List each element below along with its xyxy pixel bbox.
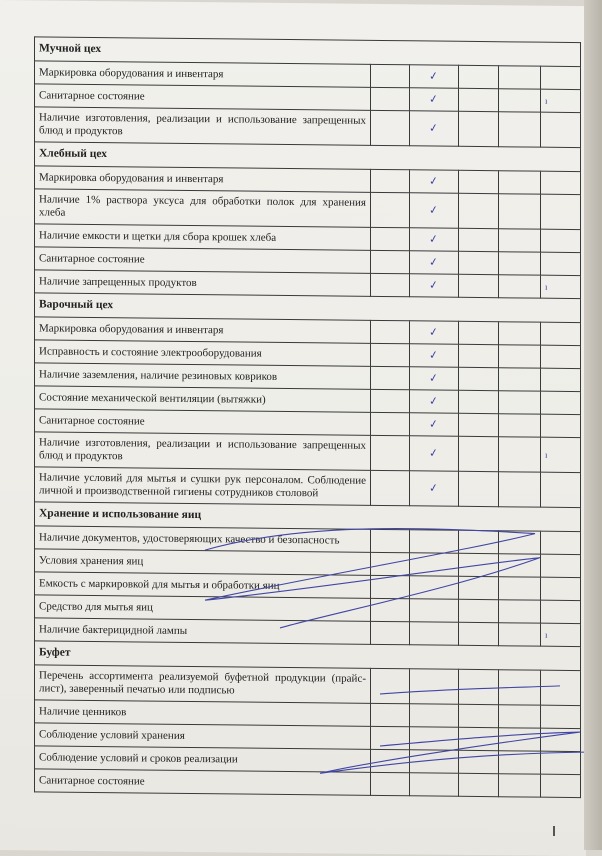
checklist-cell[interactable] bbox=[410, 576, 459, 600]
checklist-cell[interactable] bbox=[371, 749, 410, 772]
criterion-text: Маркировка оборудования и инвентаря bbox=[35, 166, 371, 193]
checklist-cell[interactable] bbox=[541, 670, 581, 705]
checklist-cell[interactable] bbox=[459, 727, 499, 750]
checklist-cell[interactable] bbox=[371, 320, 410, 343]
checklist-cell[interactable] bbox=[459, 367, 499, 390]
criterion-text: Наличие запрещенных продуктов bbox=[35, 270, 371, 297]
checklist-cell[interactable] bbox=[499, 345, 541, 368]
check-mark-icon: ✓ bbox=[428, 417, 440, 432]
checklist-cell[interactable] bbox=[371, 389, 410, 412]
small-pen-mark-icon: ı bbox=[545, 629, 548, 640]
checklist-cell[interactable] bbox=[499, 751, 541, 774]
check-mark-icon: ✓ bbox=[428, 69, 440, 84]
check-mark-icon: ✓ bbox=[428, 255, 440, 270]
checklist-cell[interactable] bbox=[410, 704, 459, 728]
check-mark-icon: ✓ bbox=[428, 203, 440, 218]
checklist-cell[interactable] bbox=[499, 171, 541, 194]
checklist-cell[interactable] bbox=[499, 229, 541, 252]
checklist-cell[interactable] bbox=[459, 193, 499, 228]
check-mark-icon: ✓ bbox=[428, 121, 440, 136]
criterion-text: Маркировка оборудования и инвентаря bbox=[35, 61, 371, 88]
checklist-cell[interactable] bbox=[410, 111, 459, 147]
checklist-cell[interactable] bbox=[459, 170, 499, 193]
checklist-cell[interactable] bbox=[541, 472, 581, 507]
criterion-text: Наличие бактерицидной лампы bbox=[35, 618, 371, 645]
checklist-cell[interactable] bbox=[499, 66, 541, 89]
checklist-cell[interactable] bbox=[371, 529, 410, 552]
checklist-cell[interactable] bbox=[499, 391, 541, 414]
checklist-cell[interactable] bbox=[499, 774, 541, 797]
section-title: Хранение и использование яиц bbox=[35, 502, 581, 532]
checklist-cell[interactable] bbox=[371, 668, 410, 703]
checklist-cell[interactable] bbox=[541, 414, 581, 437]
checklist-cell[interactable] bbox=[459, 274, 499, 297]
checklist-cell[interactable] bbox=[499, 322, 541, 345]
checklist-cell[interactable] bbox=[410, 599, 459, 623]
checklist-cell[interactable] bbox=[459, 65, 499, 88]
checklist-cell[interactable] bbox=[541, 391, 581, 414]
checklist-cell[interactable] bbox=[499, 531, 541, 554]
checklist-cell[interactable] bbox=[410, 390, 459, 414]
checklist-cell[interactable] bbox=[410, 367, 459, 391]
criterion-text: Маркировка оборудования и инвентаря bbox=[35, 317, 371, 344]
checklist-row bbox=[35, 769, 581, 798]
check-mark-icon: ✓ bbox=[428, 371, 440, 386]
criterion-text: Санитарное состояние bbox=[35, 769, 371, 796]
checklist-cell[interactable] bbox=[371, 470, 410, 505]
criterion-text: Исправность и состояние электрооборудования bbox=[35, 340, 371, 367]
checklist-cell[interactable] bbox=[410, 228, 459, 252]
checklist-cell[interactable] bbox=[499, 472, 541, 507]
criterion-text: Соблюдение условий хранения bbox=[35, 723, 371, 750]
checklist-row bbox=[35, 665, 581, 706]
criterion-text: Состояние механической вентиляции (вытяжки) bbox=[35, 386, 371, 413]
checklist-cell[interactable] bbox=[499, 705, 541, 728]
checklist-cell[interactable] bbox=[499, 112, 541, 147]
checklist-cell[interactable] bbox=[410, 88, 459, 112]
checklist-cell[interactable] bbox=[371, 227, 410, 250]
checklist-cell[interactable] bbox=[410, 193, 459, 229]
checklist-cell[interactable] bbox=[541, 728, 581, 751]
checklist-cell[interactable] bbox=[459, 622, 499, 645]
checklist-cell[interactable] bbox=[541, 554, 581, 577]
criterion-text: Санитарное состояние bbox=[35, 247, 371, 274]
checklist-cell[interactable] bbox=[499, 414, 541, 437]
checklist-row bbox=[35, 107, 581, 148]
checklist-cell[interactable] bbox=[459, 344, 499, 367]
checklist-cell[interactable] bbox=[499, 437, 541, 472]
criterion-text: Емкость с маркировкой для мытья и обработки яиц bbox=[35, 572, 371, 599]
checklist-cell[interactable] bbox=[410, 471, 459, 507]
page-edge-shadow bbox=[584, 0, 602, 850]
checklist-cell[interactable] bbox=[541, 751, 581, 774]
checklist-cell[interactable] bbox=[541, 623, 581, 646]
checklist-cell[interactable] bbox=[371, 726, 410, 749]
checklist-cell[interactable] bbox=[459, 773, 499, 796]
page-corner-mark bbox=[553, 826, 555, 836]
checklist-cell[interactable] bbox=[541, 368, 581, 391]
checklist-cell[interactable] bbox=[541, 437, 581, 472]
checklist-cell[interactable] bbox=[410, 321, 459, 345]
checklist-cell[interactable] bbox=[459, 471, 499, 506]
criterion-text: Наличие условий для мытья и сушки рук персоналом. Соблюдение личной и производственной гигиены сотрудников столовой bbox=[35, 467, 371, 506]
section-title: Мучной цех bbox=[35, 37, 581, 67]
checklist-cell[interactable] bbox=[499, 89, 541, 112]
checklist-cell[interactable] bbox=[371, 366, 410, 389]
checklist-cell[interactable] bbox=[459, 704, 499, 727]
checklist-cell[interactable] bbox=[371, 412, 410, 435]
checklist-cell[interactable] bbox=[459, 88, 499, 111]
checklist-cell[interactable] bbox=[371, 598, 410, 621]
checklist-cell[interactable] bbox=[541, 774, 581, 797]
small-pen-mark-icon: ı bbox=[545, 281, 548, 292]
criterion-text: Наличие изготовления, реализации и использование запрещенных блюд и продуктов bbox=[35, 107, 371, 146]
criterion-text: Наличие емкости и щетки для сбора крошек хлеба bbox=[35, 224, 371, 251]
checklist-cell[interactable] bbox=[541, 531, 581, 554]
checklist-cell[interactable] bbox=[499, 728, 541, 751]
checklist-cell[interactable] bbox=[541, 252, 581, 275]
criterion-text: Средство для мытья яиц bbox=[35, 595, 371, 622]
check-mark-icon: ✓ bbox=[428, 174, 440, 189]
checklist-cell[interactable] bbox=[371, 87, 410, 110]
checklist-cell[interactable] bbox=[459, 530, 499, 553]
check-mark-icon: ✓ bbox=[428, 278, 440, 293]
criterion-text: Наличие ценников bbox=[35, 700, 371, 727]
checklist-cell[interactable] bbox=[410, 251, 459, 275]
checklist-cell[interactable] bbox=[459, 111, 499, 146]
checklist-cell[interactable] bbox=[410, 727, 459, 751]
check-mark-icon: ✓ bbox=[428, 325, 440, 340]
check-mark-icon: ✓ bbox=[428, 481, 440, 496]
checklist-cell[interactable] bbox=[459, 321, 499, 344]
checklist-cell[interactable] bbox=[410, 530, 459, 554]
checklist-row bbox=[35, 432, 581, 473]
checklist-cell[interactable] bbox=[541, 66, 581, 89]
checklist-cell[interactable] bbox=[371, 169, 410, 192]
checklist-cell[interactable] bbox=[541, 171, 581, 194]
section-title: Варочный цех bbox=[35, 293, 581, 323]
checklist-cell[interactable] bbox=[371, 192, 410, 227]
check-mark-icon: ✓ bbox=[428, 348, 440, 363]
check-mark-icon: ✓ bbox=[428, 232, 440, 247]
checklist-cell[interactable] bbox=[459, 436, 499, 471]
checklist-cell[interactable] bbox=[371, 64, 410, 87]
checklist-cell[interactable] bbox=[541, 577, 581, 600]
checklist-cell[interactable] bbox=[371, 343, 410, 366]
checklist-cell[interactable] bbox=[499, 275, 541, 298]
checklist-cell[interactable] bbox=[410, 413, 459, 437]
check-mark-icon: ✓ bbox=[428, 394, 440, 409]
checklist-cell[interactable] bbox=[410, 65, 459, 89]
checklist-cell[interactable] bbox=[541, 600, 581, 623]
checklist-cell[interactable] bbox=[499, 600, 541, 623]
criterion-text: Наличие документов, удостоверяющих качество и безопасность bbox=[35, 526, 371, 553]
checklist-cell[interactable] bbox=[410, 773, 459, 797]
checklist-cell[interactable] bbox=[371, 110, 410, 145]
checklist-cell[interactable] bbox=[541, 194, 581, 229]
checklist-cell[interactable] bbox=[410, 344, 459, 368]
checklist-cell[interactable] bbox=[459, 228, 499, 251]
checklist-cell[interactable] bbox=[459, 553, 499, 576]
section-title: Хлебный цех bbox=[35, 142, 581, 172]
checklist-cell[interactable] bbox=[371, 552, 410, 575]
checklist-cell[interactable] bbox=[459, 669, 499, 704]
checklist-cell[interactable] bbox=[459, 576, 499, 599]
checklist-row bbox=[35, 189, 581, 230]
checklist-cell[interactable] bbox=[499, 252, 541, 275]
small-pen-mark-icon: ı bbox=[545, 449, 548, 460]
checklist-cell[interactable] bbox=[410, 553, 459, 577]
checklist-cell[interactable] bbox=[371, 250, 410, 273]
checklist-cell[interactable] bbox=[371, 772, 410, 795]
checklist-cell[interactable] bbox=[541, 112, 581, 147]
inspection-checklist-table bbox=[34, 36, 581, 798]
criterion-text: Условия хранения яиц bbox=[35, 549, 371, 576]
checklist-cell[interactable] bbox=[459, 251, 499, 274]
checklist-cell[interactable] bbox=[459, 413, 499, 436]
checklist-cell[interactable] bbox=[371, 273, 410, 296]
checklist-cell[interactable] bbox=[499, 623, 541, 646]
checklist-cell[interactable] bbox=[541, 229, 581, 252]
checklist-row bbox=[35, 467, 581, 508]
checklist-cell[interactable] bbox=[459, 599, 499, 622]
criterion-text: Санитарное состояние bbox=[35, 84, 371, 111]
small-pen-mark-icon: ı bbox=[545, 95, 548, 106]
criterion-text: Наличие 1% раствора уксуса для обработки полок для хранения хлеба bbox=[35, 189, 371, 228]
checklist-cell[interactable] bbox=[499, 554, 541, 577]
checklist-cell[interactable] bbox=[371, 575, 410, 598]
criterion-text: Наличие изготовления, реализации и использование запрещенных блюд и продуктов bbox=[35, 432, 371, 471]
checklist-cell[interactable] bbox=[541, 89, 581, 112]
criterion-text: Санитарное состояние bbox=[35, 409, 371, 436]
checklist-cell[interactable] bbox=[410, 669, 459, 705]
checklist-cell[interactable] bbox=[541, 705, 581, 728]
checklist-cell[interactable] bbox=[499, 194, 541, 229]
checklist-cell[interactable] bbox=[371, 435, 410, 470]
checklist-cell[interactable] bbox=[499, 577, 541, 600]
checklist-cell[interactable] bbox=[371, 621, 410, 644]
checklist-cell[interactable] bbox=[541, 345, 581, 368]
check-mark-icon: ✓ bbox=[428, 92, 440, 107]
checklist-cell[interactable] bbox=[410, 436, 459, 472]
criterion-text: Перечень ассортимента реализуемой буфетной продукции (прайс-лист), заверенный печатью или подписью bbox=[35, 665, 371, 704]
criterion-text: Соблюдение условий и сроков реализации bbox=[35, 746, 371, 773]
checklist-cell[interactable] bbox=[541, 275, 581, 298]
checklist-cell[interactable] bbox=[459, 750, 499, 773]
check-mark-icon: ✓ bbox=[428, 446, 440, 461]
section-title: Буфет bbox=[35, 641, 581, 671]
checklist-cell[interactable] bbox=[410, 274, 459, 298]
checklist-cell[interactable] bbox=[541, 322, 581, 345]
checklist-cell[interactable] bbox=[371, 703, 410, 726]
checklist-cell[interactable] bbox=[499, 670, 541, 705]
checklist-cell[interactable] bbox=[410, 750, 459, 774]
checklist-cell[interactable] bbox=[410, 170, 459, 194]
checklist-cell[interactable] bbox=[499, 368, 541, 391]
criterion-text: Наличие заземления, наличие резиновых ковриков bbox=[35, 363, 371, 390]
checklist-cell[interactable] bbox=[410, 622, 459, 646]
checklist-cell[interactable] bbox=[459, 390, 499, 413]
